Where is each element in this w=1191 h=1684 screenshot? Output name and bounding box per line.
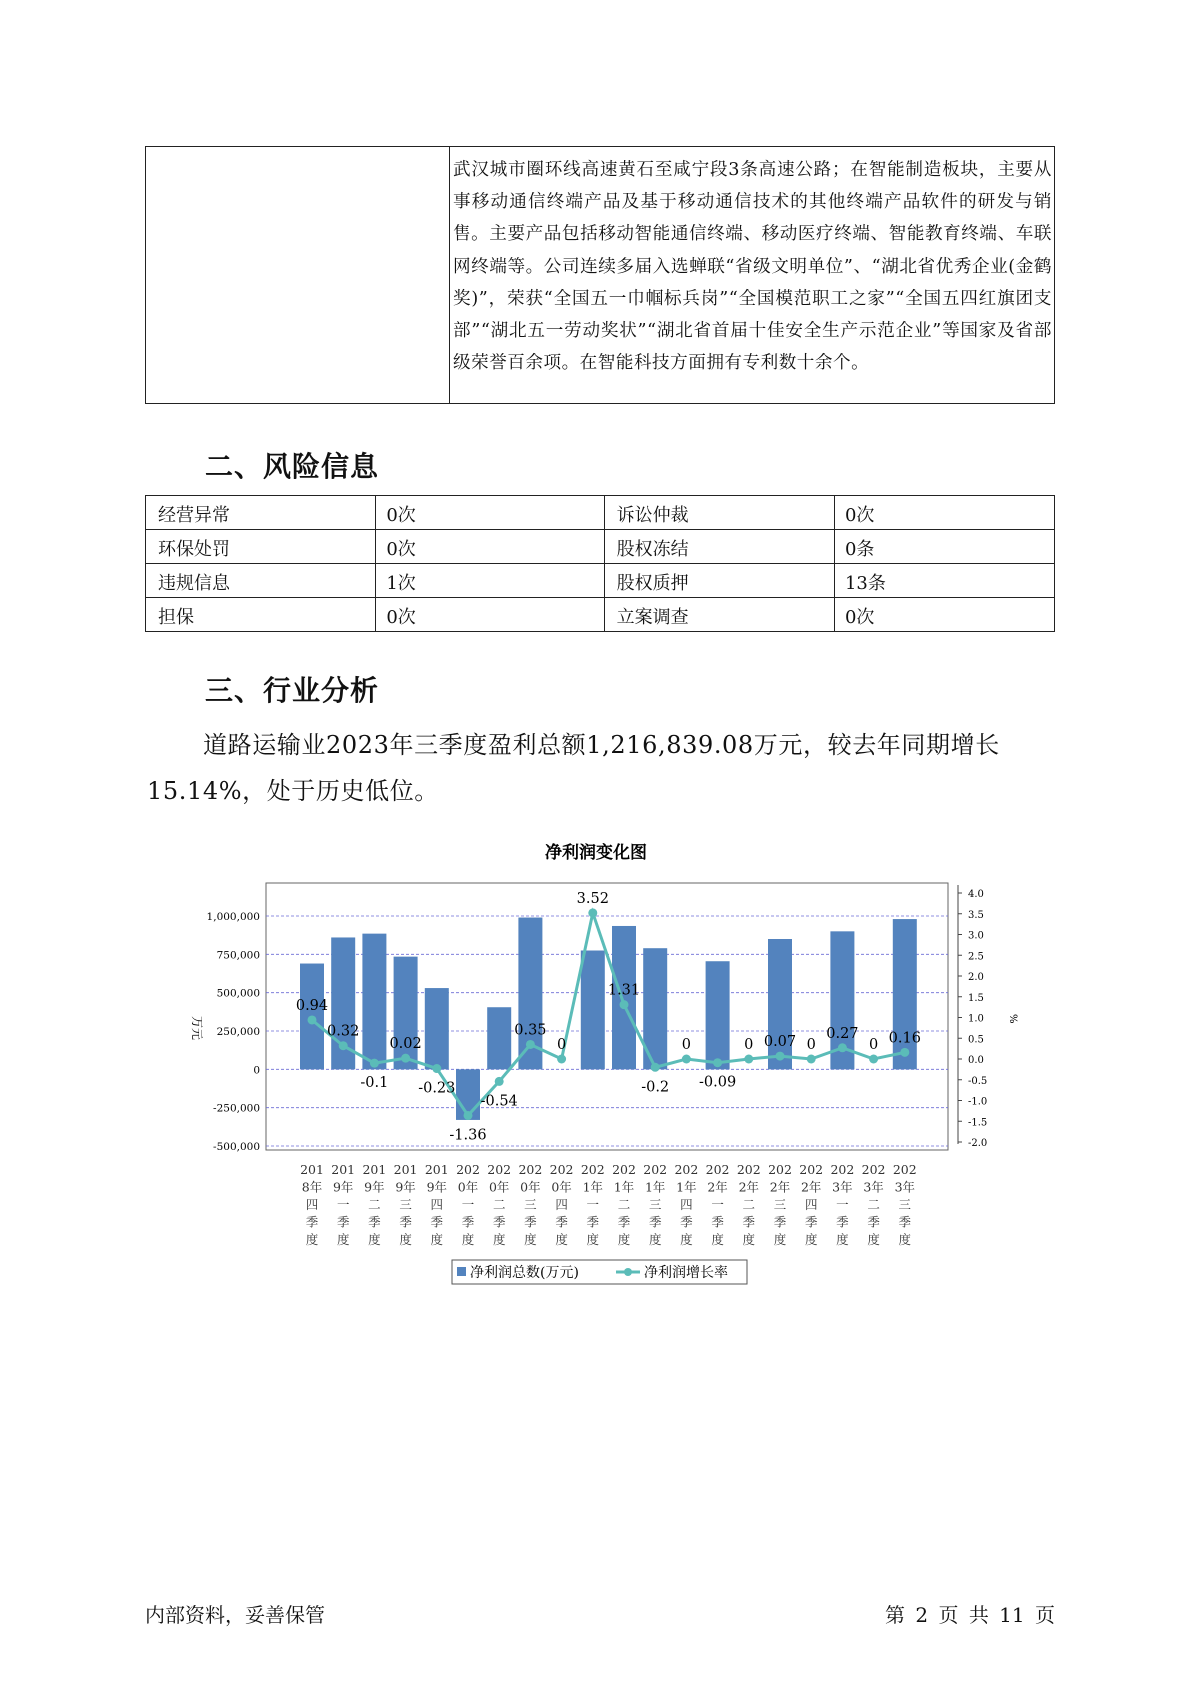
y2-tick-label: 3.0: [968, 930, 984, 942]
growth-point: [557, 1055, 566, 1064]
company-profile-table: [145, 146, 1055, 404]
y2-tick-label: 0.0: [968, 1055, 984, 1066]
growth-point: [526, 1040, 535, 1049]
x-tick-label: 季: [836, 1214, 849, 1230]
risk-label: 股权冻结: [604, 530, 834, 564]
x-tick-label: 二: [742, 1197, 756, 1212]
risk-info-table: [145, 495, 1055, 632]
growth-data-label: 0: [556, 1037, 567, 1053]
x-tick-label: 201: [300, 1162, 324, 1177]
x-tick-label: 度: [305, 1232, 319, 1247]
x-tick-label: 202: [643, 1162, 668, 1177]
growth-point: [807, 1055, 816, 1064]
risk-value: 13条: [834, 564, 1054, 598]
section-title-risk: 二、风险信息: [205, 450, 380, 483]
risk-label: 担保: [146, 598, 376, 632]
x-tick-label: 三: [524, 1197, 537, 1212]
growth-data-label: 0.27: [826, 1025, 859, 1042]
x-tick-label: 季: [773, 1214, 787, 1230]
x-tick-label: 0年: [551, 1179, 572, 1195]
x-tick-label: 一: [336, 1197, 350, 1212]
x-tick-label: 四: [555, 1197, 568, 1212]
x-tick-label: 二: [368, 1197, 381, 1212]
page-number: 第 2 页 共 11 页: [885, 1603, 1055, 1627]
growth-data-label: 0.02: [389, 1036, 422, 1053]
growth-point: [651, 1063, 660, 1072]
growth-data-label: 0: [744, 1037, 754, 1053]
growth-point: [588, 908, 597, 917]
y2-tick-label: 2.0: [968, 972, 984, 983]
growth-data-label: 0: [868, 1037, 879, 1053]
x-tick-label: 四: [680, 1197, 693, 1212]
chart-title: 净利润变化图: [545, 843, 647, 863]
risk-value: 0次: [376, 598, 604, 632]
y-tick-label: -500,000: [213, 1141, 260, 1153]
growth-data-label: -1.36: [449, 1127, 487, 1144]
x-tick-label: 度: [648, 1232, 662, 1247]
x-tick-label: 2年: [738, 1179, 760, 1195]
y-tick-label: -250,000: [213, 1102, 260, 1115]
x-tick-label: 202: [892, 1162, 917, 1177]
x-tick-label: 度: [492, 1232, 506, 1247]
risk-value: 0次: [834, 598, 1054, 632]
x-tick-label: 201: [362, 1162, 387, 1177]
x-tick-label: 0年: [520, 1179, 541, 1195]
risk-value: 0条: [834, 530, 1054, 564]
x-tick-label: 三: [773, 1197, 787, 1212]
y2-tick-label: 1.5: [968, 992, 984, 1004]
x-tick-label: 202: [456, 1162, 480, 1177]
x-tick-label: 201: [393, 1162, 418, 1177]
x-tick-label: 季: [711, 1214, 724, 1230]
x-tick-label: 度: [836, 1232, 849, 1247]
x-tick-label: 9年: [426, 1179, 448, 1195]
y2-tick-label: 2.5: [968, 951, 984, 963]
x-tick-label: 202: [861, 1162, 886, 1177]
risk-value: 1次: [376, 564, 604, 598]
x-tick-label: 度: [399, 1232, 412, 1247]
footer-note: 内部资料，妥善保管: [145, 1603, 325, 1627]
profit-bar: [362, 934, 386, 1070]
x-tick-label: 四: [804, 1197, 818, 1212]
x-tick-label: 一: [711, 1197, 724, 1212]
x-tick-label: 季: [680, 1214, 693, 1230]
y-tick-label: 500,000: [216, 987, 260, 1000]
x-tick-label: 季: [461, 1214, 475, 1230]
profit-bar: [893, 919, 917, 1069]
x-tick-label: 202: [549, 1162, 574, 1177]
x-tick-label: 2年: [769, 1179, 791, 1195]
x-tick-label: 二: [617, 1197, 631, 1212]
x-tick-label: 度: [867, 1232, 880, 1247]
x-tick-label: 202: [487, 1162, 512, 1177]
x-tick-label: 季: [617, 1214, 631, 1230]
y2-axis-label: %: [1007, 1014, 1018, 1024]
x-tick-label: 2年: [707, 1179, 728, 1195]
risk-label: 经营异常: [146, 496, 376, 530]
x-tick-label: 1年: [582, 1179, 604, 1195]
growth-data-label: -0.23: [418, 1080, 456, 1097]
x-tick-label: 季: [586, 1214, 600, 1230]
growth-data-label: 0.94: [295, 997, 329, 1014]
profit-bar: [706, 961, 730, 1069]
x-tick-label: 202: [518, 1162, 543, 1177]
x-tick-label: 201: [331, 1162, 356, 1177]
x-tick-label: 季: [648, 1214, 662, 1230]
x-tick-label: 季: [492, 1214, 506, 1230]
x-tick-label: 度: [461, 1232, 475, 1247]
growth-point: [620, 1000, 629, 1009]
y2-tick-label: -1.0: [968, 1096, 988, 1108]
x-tick-label: 四: [430, 1197, 444, 1212]
x-tick-label: 3年: [832, 1179, 853, 1195]
risk-row: [146, 530, 1055, 564]
y2-tick-label: 0.5: [968, 1034, 984, 1046]
growth-point: [838, 1043, 847, 1052]
growth-data-label: 0.16: [888, 1030, 921, 1047]
legend-line-label: 净利润增长率: [644, 1265, 728, 1281]
x-tick-label: 季: [336, 1214, 350, 1230]
x-tick-label: 季: [399, 1214, 412, 1230]
x-tick-label: 季: [305, 1214, 319, 1230]
x-tick-label: 季: [368, 1214, 381, 1230]
growth-point: [682, 1055, 691, 1064]
x-tick-label: 1年: [676, 1179, 697, 1195]
risk-value: 0次: [834, 496, 1054, 530]
x-tick-label: 202: [580, 1162, 605, 1177]
growth-data-label: 0: [681, 1037, 692, 1053]
profit-bar: [394, 957, 418, 1070]
risk-value: 0次: [376, 530, 604, 564]
x-tick-label: 9年: [364, 1179, 385, 1195]
x-tick-label: 202: [768, 1162, 792, 1177]
industry-paragraph: 道路运输业2023年三季度盈利总额1,216,839.08万元，较去年同期增长15.14%，处于历史低位。: [147, 731, 1000, 805]
section-title-industry: 三、行业分析: [205, 674, 380, 707]
risk-label: 股权质押: [604, 564, 834, 598]
x-tick-label: 季: [555, 1214, 568, 1230]
x-tick-label: 202: [830, 1162, 855, 1177]
growth-point: [776, 1052, 785, 1061]
growth-point: [713, 1058, 722, 1067]
x-tick-label: 202: [612, 1162, 636, 1177]
risk-row: [146, 496, 1055, 530]
x-tick-label: 度: [742, 1232, 756, 1247]
x-tick-label: 1年: [644, 1179, 666, 1195]
x-tick-label: 9年: [332, 1179, 354, 1195]
growth-data-label: 0.32: [327, 1023, 360, 1040]
x-tick-label: 度: [804, 1232, 818, 1247]
growth-data-label: 0.35: [514, 1022, 547, 1039]
x-tick-label: 度: [555, 1232, 568, 1247]
x-tick-label: 季: [867, 1214, 880, 1230]
y2-tick-label: -1.5: [968, 1117, 988, 1129]
profile-text-cell: 武汉城市圈环线高速黄石至咸宁段3条高速公路；在智能制造板块，主要从事移动通信终端产品及基于移动通信技术的其他终端产品软件的研发与销售。主要产品包括移动智能通信终端、移动医疗终端、智能教育终端、车联网终端等。公司连续多届入选蝉联“省级文明单位”、“湖北省优秀企业(金鹤奖)”，荣获“全国五一巾帼标兵岗”“全国模范职工之家”“全国五四红旗团支部”“湖北五一劳动奖状”“湖北省首届十佳安全生产示范企业”等国家及省部级荣誉百余项。在智能科技方面拥有专利数十余个。: [453, 160, 1052, 374]
x-tick-label: 四: [305, 1197, 319, 1212]
x-tick-label: 三: [898, 1197, 912, 1212]
growth-point: [869, 1055, 878, 1064]
y2-tick-label: 4.0: [968, 889, 984, 900]
x-tick-label: 三: [648, 1197, 662, 1212]
legend-line-marker: [624, 1268, 632, 1276]
profit-bar: [581, 951, 605, 1070]
growth-point: [401, 1054, 410, 1063]
growth-point: [900, 1048, 909, 1057]
y2-tick-label: -0.5: [968, 1075, 988, 1087]
risk-value: 0次: [376, 496, 604, 530]
y2-tick-label: -2.0: [968, 1138, 988, 1149]
x-tick-label: 9年: [395, 1179, 416, 1195]
net-profit-chart: [0, 830, 1191, 1300]
x-tick-label: 季: [742, 1214, 756, 1230]
x-tick-label: 一: [586, 1197, 600, 1212]
y2-tick-label: 3.5: [968, 909, 984, 921]
growth-data-label: -0.1: [360, 1075, 389, 1092]
growth-point: [432, 1064, 441, 1073]
growth-point: [339, 1041, 348, 1050]
risk-row: [146, 564, 1055, 598]
x-tick-label: 一: [461, 1197, 475, 1212]
growth-data-label: -0.09: [699, 1074, 737, 1091]
growth-data-label: 1.31: [607, 982, 641, 999]
growth-point: [464, 1111, 473, 1120]
x-tick-label: 0年: [488, 1179, 510, 1195]
y-tick-label: 250,000: [216, 1026, 260, 1038]
legend-bar-swatch: [457, 1267, 466, 1276]
x-tick-label: 8年: [301, 1179, 323, 1195]
risk-label: 环保处罚: [146, 530, 376, 564]
x-tick-label: 1年: [613, 1179, 635, 1195]
y-tick-label: 750,000: [216, 949, 260, 962]
x-tick-label: 度: [680, 1232, 693, 1247]
profile-label-cell: [146, 147, 450, 403]
y2-tick-label: 1.0: [968, 1013, 984, 1025]
risk-label: 诉讼仲裁: [604, 496, 834, 530]
x-tick-label: 3年: [863, 1179, 884, 1195]
x-tick-label: 0年: [457, 1179, 479, 1195]
y-tick-label: 1,000,000: [206, 911, 260, 923]
x-tick-label: 一: [836, 1197, 849, 1212]
growth-data-label: 0: [806, 1037, 816, 1053]
y-tick-label: 0: [253, 1064, 260, 1077]
risk-row: [146, 598, 1055, 632]
x-tick-label: 季: [430, 1214, 444, 1230]
x-tick-label: 3年: [894, 1179, 916, 1195]
growth-point: [370, 1059, 379, 1068]
x-tick-label: 三: [399, 1197, 412, 1212]
x-tick-label: 季: [898, 1214, 912, 1230]
profit-bar: [425, 988, 449, 1069]
x-tick-label: 度: [368, 1232, 381, 1247]
x-tick-label: 度: [711, 1232, 724, 1247]
risk-label: 立案调查: [604, 598, 834, 632]
x-tick-label: 二: [867, 1197, 880, 1212]
growth-data-label: -0.54: [480, 1093, 518, 1110]
growth-point: [744, 1055, 753, 1064]
x-tick-label: 度: [430, 1232, 444, 1247]
x-tick-label: 度: [524, 1232, 537, 1247]
x-tick-label: 度: [773, 1232, 787, 1247]
legend-bar-label: 净利润总数(万元): [470, 1265, 579, 1281]
x-tick-label: 201: [424, 1162, 449, 1177]
x-tick-label: 202: [705, 1162, 730, 1177]
x-tick-label: 二: [492, 1197, 506, 1212]
growth-data-label: 3.52: [576, 890, 609, 907]
x-tick-label: 季: [524, 1214, 537, 1230]
growth-data-label: -0.2: [641, 1079, 670, 1096]
x-tick-label: 度: [586, 1232, 600, 1247]
x-tick-label: 2年: [800, 1179, 822, 1195]
x-tick-label: 季: [804, 1214, 818, 1230]
x-tick-label: 202: [736, 1162, 761, 1177]
x-tick-label: 202: [799, 1162, 824, 1177]
growth-point: [495, 1077, 504, 1086]
profit-bar: [487, 1007, 511, 1069]
x-tick-label: 度: [617, 1232, 631, 1247]
growth-point: [308, 1015, 317, 1024]
x-tick-label: 度: [898, 1232, 912, 1247]
growth-data-label: 0.07: [763, 1034, 797, 1051]
y-axis-label: 万元: [190, 1016, 204, 1041]
risk-label: 违规信息: [146, 564, 376, 598]
x-tick-label: 度: [336, 1232, 350, 1247]
x-tick-label: 202: [674, 1162, 699, 1177]
